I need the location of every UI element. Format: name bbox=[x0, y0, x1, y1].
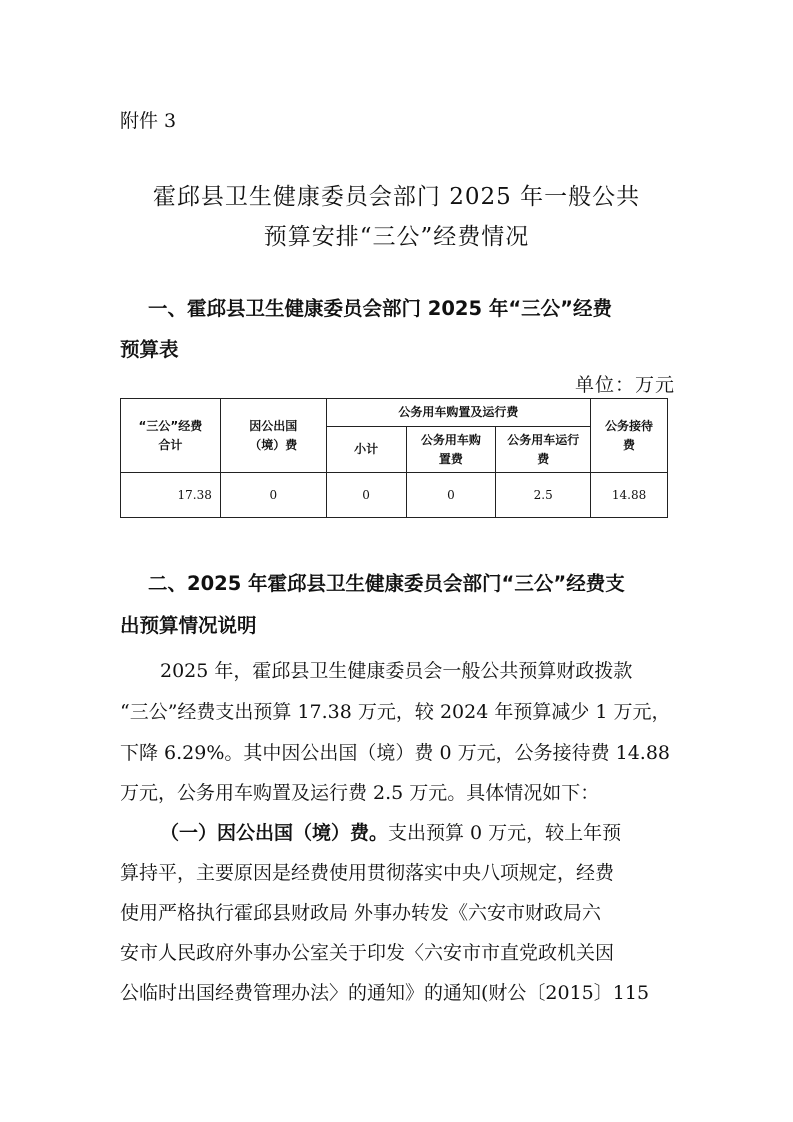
body-line-9: 公临时出国经费管理办法〉的通知》的通知(财公〔2015〕115 bbox=[120, 982, 650, 1004]
body-line-5-text: 支出预算 0 万元，较上年预 bbox=[388, 822, 622, 844]
body-line-8: 安市人民政府外事办公室关于印发〈六安市市直党政机关因 bbox=[120, 942, 615, 964]
value-vehicle-operation: 2.5 bbox=[496, 473, 591, 518]
value-subtotal: 0 bbox=[326, 473, 406, 518]
header-abroad: 因公出国（境）费 bbox=[220, 399, 326, 473]
document-title-line-1: 霍邱县卫生健康委员会部门 2025 年一般公共 bbox=[152, 184, 641, 210]
header-total: “三公”经费合计 bbox=[121, 399, 221, 473]
section-2-heading-line-1: 二、2025 年霍邱县卫生健康委员会部门“三公”经费支 bbox=[148, 572, 625, 595]
body-line-3: 下降 6.29%。其中因公出国（境）费 0 万元，公务接待费 14.88 bbox=[120, 742, 670, 764]
value-abroad: 0 bbox=[220, 473, 326, 518]
body-line-1: 2025 年，霍邱县卫生健康委员会一般公共预算财政拨款 bbox=[160, 660, 633, 682]
header-reception: 公务接待费 bbox=[591, 399, 668, 473]
budget-table bbox=[120, 398, 668, 518]
body-line-6: 算持平，主要原因是经费使用贯彻落实中央八项规定，经费 bbox=[120, 862, 615, 884]
document-title-line-2: 预算安排“三公”经费情况 bbox=[263, 224, 530, 250]
value-total: 17.38 bbox=[121, 473, 221, 518]
section-1-heading-line-2: 预算表 bbox=[120, 338, 179, 361]
section-2-heading-line-2: 出预算情况说明 bbox=[120, 614, 257, 637]
body-line-4: 万元，公务用车购置及运行费 2.5 万元。具体情况如下： bbox=[120, 782, 600, 804]
value-reception: 14.88 bbox=[591, 473, 668, 518]
body-line-7: 使用严格执行霍邱县财政局 外事办转发《六安市财政局六 bbox=[120, 902, 602, 924]
attachment-label: 附件 3 bbox=[120, 110, 177, 132]
header-vehicle-group: 公务用车购置及运行费 bbox=[326, 399, 590, 427]
body-line-5 bbox=[160, 818, 621, 845]
subsection-1-heading: （一）因公出国（境）费。 bbox=[160, 822, 389, 844]
unit-label: 单位：万元 bbox=[574, 374, 675, 396]
section-1-heading-line-1: 一、霍邱县卫生健康委员会部门 2025 年“三公”经费 bbox=[148, 297, 612, 320]
header-vehicle-purchase: 公务用车购置费 bbox=[406, 427, 496, 473]
value-vehicle-purchase: 0 bbox=[406, 473, 496, 518]
header-subtotal: 小计 bbox=[326, 427, 406, 473]
body-line-2: “三公”经费支出预算 17.38 万元，较 2024 年预算减少 1 万元， bbox=[120, 701, 671, 723]
header-vehicle-operation: 公务用车运行费 bbox=[496, 427, 591, 473]
